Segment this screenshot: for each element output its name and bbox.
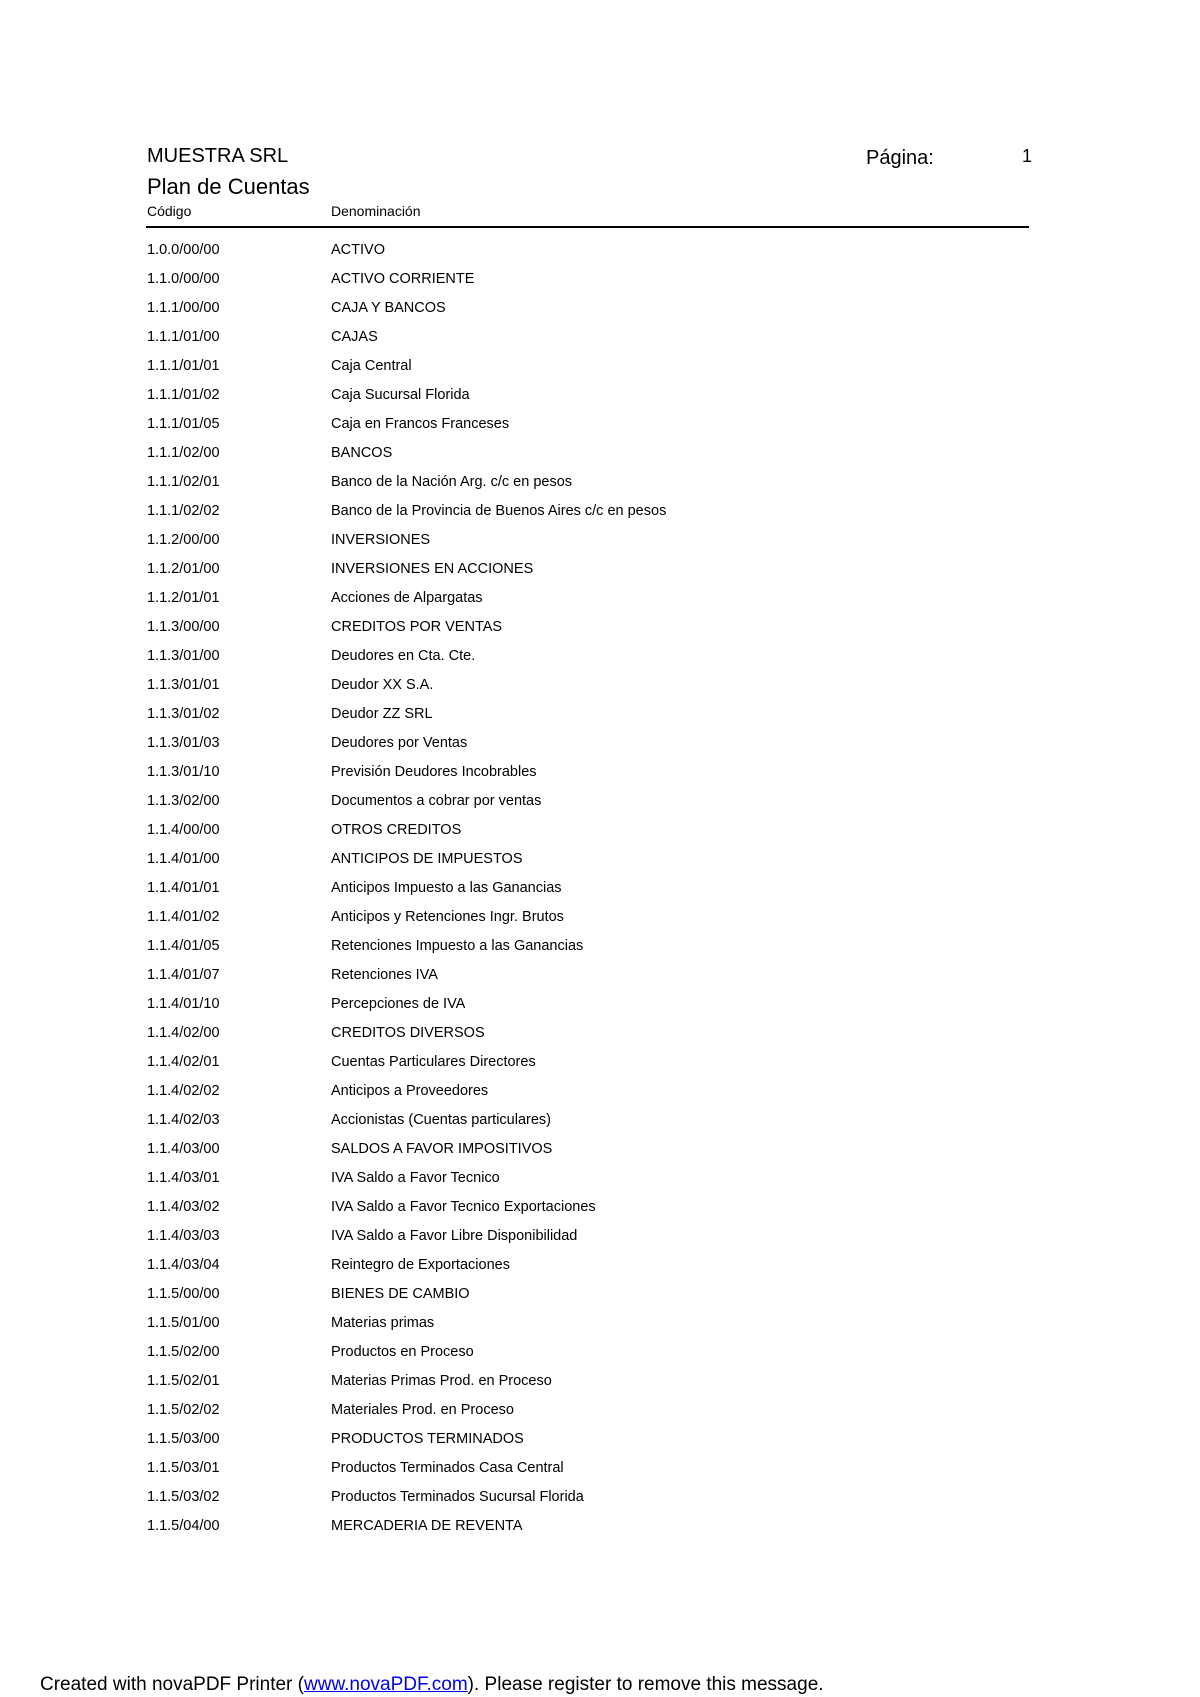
account-code: 1.1.5/03/02 bbox=[147, 1489, 220, 1505]
account-code: 1.1.4/01/10 bbox=[147, 996, 220, 1012]
account-row bbox=[0, 1371, 1200, 1400]
account-name: Acciones de Alpargatas bbox=[331, 590, 483, 606]
account-code: 1.1.1/02/02 bbox=[147, 503, 220, 519]
account-code: 1.1.1/02/00 bbox=[147, 445, 220, 461]
account-name: IVA Saldo a Favor Tecnico Exportaciones bbox=[331, 1199, 596, 1215]
account-code: 1.1.4/03/03 bbox=[147, 1228, 220, 1244]
account-row bbox=[0, 327, 1200, 356]
account-code: 1.1.0/00/00 bbox=[147, 271, 220, 287]
account-name: Deudores por Ventas bbox=[331, 735, 468, 751]
account-row bbox=[0, 1255, 1200, 1284]
account-row bbox=[0, 1284, 1200, 1313]
account-name: OTROS CREDITOS bbox=[331, 822, 462, 838]
account-name: IVA Saldo a Favor Libre Disponibilidad bbox=[331, 1228, 578, 1244]
account-row bbox=[0, 240, 1200, 269]
account-row bbox=[0, 1487, 1200, 1516]
account-name: ANTICIPOS DE IMPUESTOS bbox=[331, 851, 523, 867]
account-name: INVERSIONES EN ACCIONES bbox=[331, 561, 534, 577]
account-row bbox=[0, 443, 1200, 472]
account-row bbox=[0, 994, 1200, 1023]
account-name: BANCOS bbox=[331, 445, 393, 461]
account-name: Retenciones IVA bbox=[331, 967, 438, 983]
account-row bbox=[0, 849, 1200, 878]
account-row bbox=[0, 820, 1200, 849]
account-name: Retenciones Impuesto a las Ganancias bbox=[331, 938, 584, 954]
account-name: CAJA Y BANCOS bbox=[331, 300, 446, 316]
account-name: Productos Terminados Sucursal Florida bbox=[331, 1489, 584, 1505]
account-name: Anticipos y Retenciones Ingr. Brutos bbox=[331, 909, 564, 925]
account-name: ACTIVO CORRIENTE bbox=[331, 271, 475, 287]
account-name: Deudor XX S.A. bbox=[331, 677, 434, 693]
column-header-name: Denominación bbox=[331, 203, 421, 219]
account-name: Reintegro de Exportaciones bbox=[331, 1257, 510, 1273]
account-name: Deudor ZZ SRL bbox=[331, 706, 433, 722]
account-row bbox=[0, 1139, 1200, 1168]
account-code: 1.1.3/01/01 bbox=[147, 677, 220, 693]
footer-suffix: ). Please register to remove this message. bbox=[467, 1674, 824, 1695]
account-row bbox=[0, 298, 1200, 327]
account-code: 1.1.4/02/01 bbox=[147, 1054, 220, 1070]
account-row bbox=[0, 1023, 1200, 1052]
account-name: Cuentas Particulares Directores bbox=[331, 1054, 536, 1070]
account-code: 1.1.5/01/00 bbox=[147, 1315, 220, 1331]
account-row bbox=[0, 1226, 1200, 1255]
novapdf-link[interactable]: www.novaPDF.com bbox=[304, 1674, 468, 1695]
account-row bbox=[0, 1400, 1200, 1429]
account-row bbox=[0, 1313, 1200, 1342]
account-code: 1.1.2/01/00 bbox=[147, 561, 220, 577]
account-row bbox=[0, 1516, 1200, 1545]
account-row bbox=[0, 588, 1200, 617]
account-name: Documentos a cobrar por ventas bbox=[331, 793, 542, 809]
account-name: INVERSIONES bbox=[331, 532, 431, 548]
account-code: 1.1.5/03/01 bbox=[147, 1460, 220, 1476]
account-code: 1.1.4/03/02 bbox=[147, 1199, 220, 1215]
account-row bbox=[0, 1197, 1200, 1226]
account-code: 1.1.4/01/00 bbox=[147, 851, 220, 867]
account-code: 1.1.3/01/10 bbox=[147, 764, 220, 780]
account-code: 1.1.3/01/00 bbox=[147, 648, 220, 664]
account-name: Banco de la Nación Arg. c/c en pesos bbox=[331, 474, 573, 490]
account-code: 1.1.4/00/00 bbox=[147, 822, 220, 838]
account-name: Materias Primas Prod. en Proceso bbox=[331, 1373, 552, 1389]
page-label: Página: bbox=[866, 147, 934, 169]
account-code: 1.0.0/00/00 bbox=[147, 242, 220, 258]
account-row bbox=[0, 501, 1200, 530]
account-row bbox=[0, 269, 1200, 298]
account-code: 1.1.1/02/01 bbox=[147, 474, 220, 490]
account-code: 1.1.3/01/02 bbox=[147, 706, 220, 722]
account-row bbox=[0, 1458, 1200, 1487]
account-code: 1.1.1/01/00 bbox=[147, 329, 220, 345]
account-row bbox=[0, 907, 1200, 936]
account-code: 1.1.1/01/05 bbox=[147, 416, 220, 432]
account-code: 1.1.4/01/01 bbox=[147, 880, 220, 896]
account-row bbox=[0, 1110, 1200, 1139]
account-code: 1.1.4/01/05 bbox=[147, 938, 220, 954]
account-code: 1.1.2/01/01 bbox=[147, 590, 220, 606]
footer-message bbox=[40, 1674, 824, 1696]
account-name: PRODUCTOS TERMINADOS bbox=[331, 1431, 524, 1447]
account-code: 1.1.1/01/01 bbox=[147, 358, 220, 374]
account-code: 1.1.4/01/07 bbox=[147, 967, 220, 983]
account-name: Anticipos a Proveedores bbox=[331, 1083, 489, 1099]
account-row bbox=[0, 1168, 1200, 1197]
account-name: Productos en Proceso bbox=[331, 1344, 474, 1360]
account-row bbox=[0, 356, 1200, 385]
account-name: Caja Central bbox=[331, 358, 412, 374]
account-code: 1.1.2/00/00 bbox=[147, 532, 220, 548]
account-row bbox=[0, 414, 1200, 443]
account-name: BIENES DE CAMBIO bbox=[331, 1286, 470, 1302]
account-row bbox=[0, 1052, 1200, 1081]
account-code: 1.1.3/01/03 bbox=[147, 735, 220, 751]
account-name: Productos Terminados Casa Central bbox=[331, 1460, 564, 1476]
account-code: 1.1.5/02/02 bbox=[147, 1402, 220, 1418]
account-code: 1.1.4/02/03 bbox=[147, 1112, 220, 1128]
account-row bbox=[0, 675, 1200, 704]
account-row bbox=[0, 559, 1200, 588]
account-name: ACTIVO bbox=[331, 242, 385, 258]
account-row bbox=[0, 733, 1200, 762]
account-row bbox=[0, 965, 1200, 994]
account-row bbox=[0, 530, 1200, 559]
account-row bbox=[0, 791, 1200, 820]
account-name: CREDITOS POR VENTAS bbox=[331, 619, 503, 635]
account-code: 1.1.4/03/00 bbox=[147, 1141, 220, 1157]
account-code: 1.1.4/01/02 bbox=[147, 909, 220, 925]
account-code: 1.1.5/02/00 bbox=[147, 1344, 220, 1360]
account-code: 1.1.3/00/00 bbox=[147, 619, 220, 635]
account-code: 1.1.4/02/00 bbox=[147, 1025, 220, 1041]
account-row bbox=[0, 646, 1200, 675]
account-code: 1.1.4/03/01 bbox=[147, 1170, 220, 1186]
page-number: 1 bbox=[1021, 146, 1032, 166]
column-header-code: Código bbox=[147, 203, 192, 219]
account-name: Anticipos Impuesto a las Ganancias bbox=[331, 880, 562, 896]
account-name: Previsión Deudores Incobrables bbox=[331, 764, 537, 780]
account-row bbox=[0, 1342, 1200, 1371]
account-code: 1.1.5/00/00 bbox=[147, 1286, 220, 1302]
account-code: 1.1.5/03/00 bbox=[147, 1431, 220, 1447]
account-name: IVA Saldo a Favor Tecnico bbox=[331, 1170, 500, 1186]
accounts-list bbox=[0, 240, 1200, 1545]
account-row bbox=[0, 1429, 1200, 1458]
account-name: CAJAS bbox=[331, 329, 378, 345]
account-name: Caja en Francos Franceses bbox=[331, 416, 510, 432]
account-name: Materias primas bbox=[331, 1315, 435, 1331]
account-code: 1.1.1/01/02 bbox=[147, 387, 220, 403]
account-name: Deudores en Cta. Cte. bbox=[331, 648, 476, 664]
company-name: MUESTRA SRL bbox=[147, 145, 289, 167]
account-code: 1.1.5/04/00 bbox=[147, 1518, 220, 1534]
account-name: SALDOS A FAVOR IMPOSITIVOS bbox=[331, 1141, 553, 1157]
account-row bbox=[0, 617, 1200, 646]
account-name: Materiales Prod. en Proceso bbox=[331, 1402, 514, 1418]
account-code: 1.1.1/00/00 bbox=[147, 300, 220, 316]
account-name: Accionistas (Cuentas particulares) bbox=[331, 1112, 552, 1128]
account-code: 1.1.4/03/04 bbox=[147, 1257, 220, 1273]
account-code: 1.1.3/02/00 bbox=[147, 793, 220, 809]
account-name: CREDITOS DIVERSOS bbox=[331, 1025, 485, 1041]
account-row bbox=[0, 385, 1200, 414]
footer-prefix: Created with novaPDF Printer ( bbox=[40, 1674, 304, 1695]
account-row bbox=[0, 1081, 1200, 1110]
account-row bbox=[0, 936, 1200, 965]
account-code: 1.1.5/02/01 bbox=[147, 1373, 220, 1389]
account-name: MERCADERIA DE REVENTA bbox=[331, 1518, 523, 1534]
account-row bbox=[0, 878, 1200, 907]
account-row bbox=[0, 762, 1200, 791]
account-row bbox=[0, 472, 1200, 501]
account-code: 1.1.4/02/02 bbox=[147, 1083, 220, 1099]
account-row bbox=[0, 704, 1200, 733]
header-divider bbox=[146, 226, 1029, 228]
report-title: Plan de Cuentas bbox=[147, 174, 310, 199]
account-name: Percepciones de IVA bbox=[331, 996, 466, 1012]
account-name: Banco de la Provincia de Buenos Aires c/c en pesos bbox=[331, 503, 667, 519]
account-name: Caja Sucursal Florida bbox=[331, 387, 470, 403]
